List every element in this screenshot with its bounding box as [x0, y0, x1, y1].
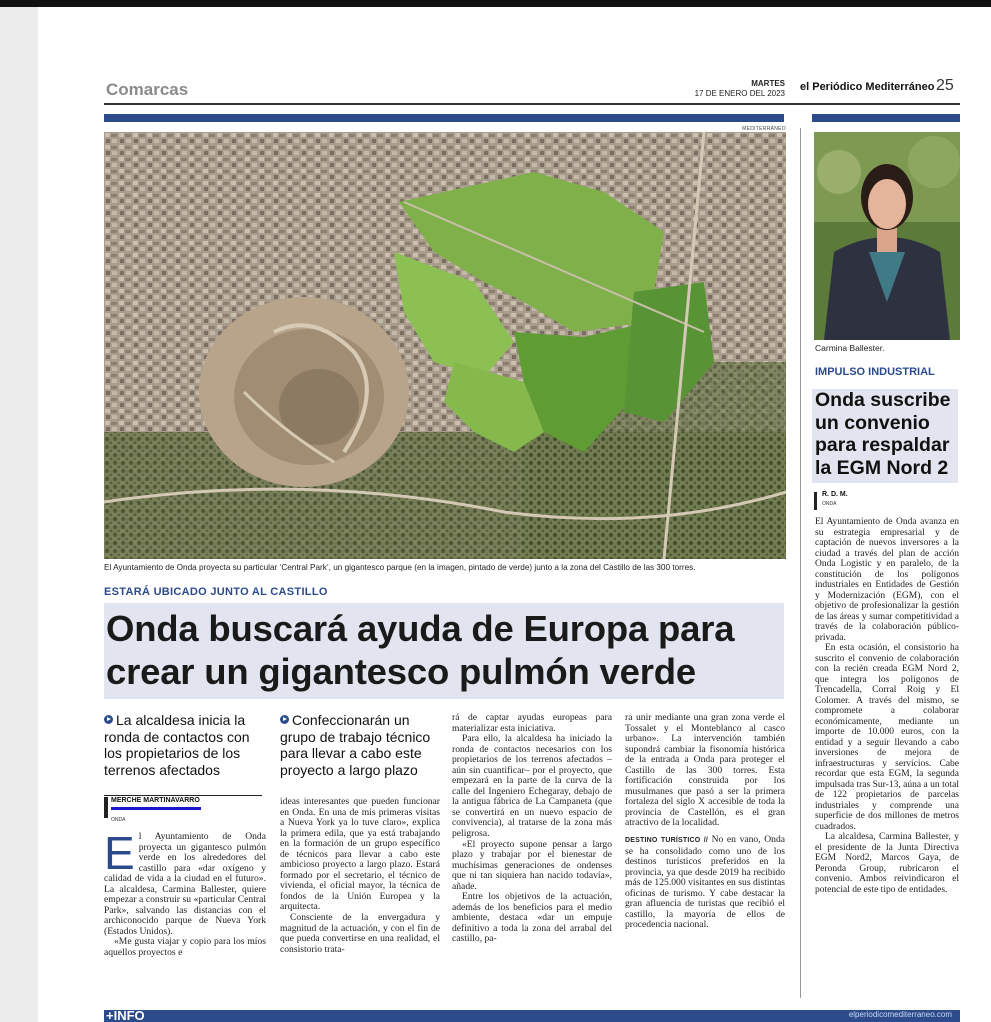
photo-credit: MEDITERRÁNEO — [742, 126, 786, 132]
section-title: Comarcas — [106, 80, 189, 99]
side-kicker: IMPULSO INDUSTRIAL — [815, 366, 935, 378]
body-column-3 — [452, 713, 612, 945]
side-body — [815, 517, 959, 895]
body-column-4 — [625, 713, 785, 931]
col4-paragraph-1: ra unir mediante una gran zona verde el Tossalet y el Monteblanco al casco urbano». La intervención también supondrá cambiar la fisonomía histórica de la entrada a Onda para proteger el Castillo de las 300 torres. Esta fortificación construida por los musulmanes que pasó a ser la primera fortaleza del siglo X accesible de toda la provincia de Castellón, es el gran atractivo de la localidad. — [625, 712, 785, 829]
body-column-1 — [104, 827, 266, 959]
page-number: 25 — [936, 77, 954, 94]
portrait-photo — [814, 132, 960, 340]
col4-paragraph-2-text: No en vano, Onda se ha consolidado como uno de los destinos turísticos preferidos en la provincia, ya que desde 2019 ha recibido más de 125.000 visitantes en sus distintas oficinas de turismo. Y cabe destacar la gran afluencia de turistas que recibió el castillo, la mayoría de ellos de procedencia nacional. — [625, 834, 785, 931]
byline-location: ONDA — [111, 817, 126, 823]
drop-cap: E — [104, 827, 135, 879]
date-block — [660, 79, 785, 99]
newspaper-name: el Periódico Mediterráneo — [800, 81, 935, 93]
byline-underline — [111, 807, 201, 810]
headline-box — [104, 603, 784, 699]
header-rule — [104, 103, 960, 105]
col4-paragraph-2 — [625, 835, 785, 931]
aerial-photo — [104, 132, 786, 559]
col1-paragraph-2: «Me gusta viajar y copio para los míos aquellos proyectos e — [104, 936, 266, 959]
date-day: MARTES — [751, 79, 785, 88]
side-headline-box — [812, 389, 958, 483]
side-headline: Onda suscribe un convenio para respaldar la EGM Nord 2 — [815, 389, 951, 479]
portrait-caption: Carmina Ballester. — [815, 343, 885, 353]
footer-url[interactable]: elperiodicomediterraneo.com — [848, 1010, 952, 1019]
byline-rule — [104, 795, 262, 796]
side-paragraph-1: El Ayuntamiento de Onda avanza en su estrategia empresarial y de captación de nuevos inversores a la ciudad a través del plan de acción Onda Logistic y en paralelo, de la constitución de los polígonos industriales en Entidades de Gestión y Modernización (EGM), con el objetivo de profesionalizar la gestión de las áreas y sumar competitividad a través de la colaboración público-privada. — [815, 517, 959, 643]
side-byline-bar — [814, 492, 817, 510]
article-kicker: ESTARÁ UBICADO JUNTO AL CASTILLO — [104, 586, 328, 598]
main-accent-bar — [104, 114, 784, 122]
subhead-2 — [280, 712, 440, 778]
side-paragraph-3: La alcaldesa, Carmina Ballester, y el presidente de la Junta Directiva EGM Nord2, Marcos Gaya, de Peronda Group, rubricaron el convenio. Ambos reivindicaron el potencial de este tipo de entidades. — [815, 832, 959, 895]
side-accent-bar — [812, 114, 960, 122]
subhead-1 — [104, 712, 264, 778]
col1-paragraph-1: l Ayuntamiento de Onda proyecta un gigantesco pulmón verde en los alrededores del castillo para «dar oxígeno y calidad de vida a la ciudad en el futuro». La alcaldesa, Carmina Ballester, quiere empezar a construir su «particular Central Park», salvando las distancias con el archiconocido parque de Nueva York (Estados Unidos). — [104, 831, 266, 937]
browser-top-bar — [0, 0, 991, 7]
date-full: 17 DE ENERO DEL 2023 — [694, 89, 785, 98]
subhead-1-text: La alcaldesa inicia la ronda de contactos con los propietarios de los terrenos afectados — [104, 712, 250, 778]
side-byline-location: ONDA — [822, 501, 837, 507]
section-heading: DESTINO TURÍSTICO // — [625, 837, 709, 845]
byline-bar — [104, 797, 108, 818]
byline-name: MERCHE MARTINAVARRO — [111, 797, 200, 804]
col2-paragraph-1: ideas interesantes que pueden funcionar en Onda. En una de mis primeras visitas a Nueva York ya lo tuve claro», explica la primera edila, que ya está trabajando en la formación de un grupo específico de técnicos para llevar a cabo este ambicioso proyecto a largo plazo. Estará formado por el secretario, el técnico de vivienda, el oficial mayor, la técnica de fondos de la Unión Europea y la arquitecta. — [280, 796, 440, 913]
headline — [106, 607, 734, 693]
column-divider — [800, 128, 801, 998]
side-paragraph-2: En esta ocasión, el consistorio ha suscrito el convenio de colaboración con la recién creada EGM Nord 2, que integra los polígonos de Trencadella, Corral Roig y El Colomer. A través del mismo, se compromete a colaborar económicamente, mediante un importe de 10.000 euros, con la entidad y a seguir llevando a cabo inversiones de mejora de infraestructuras y servicios. Cabe recordar que esta EGM, la segunda impulsada tras Sur-13, aúna a un total de 122 propietarios de parcelas industriales y comprende una superficie de dos millones de metros cuadrados. — [815, 643, 959, 832]
headline-line-1: Onda buscará ayuda de Europa para — [106, 608, 735, 649]
col3-paragraph-2: Para ello, la alcaldesa ha iniciado la ronda de contactos necesarios con los propietarios de los terrenos afectados –aún sin cuantificar– por el proyecto, que empezará en la parte de la curva de la calle del Ingeniero Echegaray, debajo de la antigua fábrica de La Campaneta (que se convertirá en un nuevo espacio de convivencia), al tratarse de la zona más peligrosa. — [452, 733, 612, 840]
side-byline-name: R. D. M. — [822, 491, 848, 498]
col2-paragraph-2: Consciente de la envergadura y magnitud de la actuación, y con el fin de que pueda convertirse en una realidad, el consistorio trata- — [280, 912, 440, 955]
subhead-2-text: Confeccionarán un grupo de trabajo técnico para llevar a cabo este proyecto a largo plazo — [280, 712, 431, 778]
footer-label: +INFO — [106, 1010, 145, 1022]
col3-paragraph-4: Entre los objetivos de la actuación, además de los beneficios para el medio ambiente, destaca «dar un empuje definitivo a toda la zona del arrabal del castillo, pa- — [452, 891, 612, 945]
play-bullet-icon — [104, 715, 113, 724]
footer-bar — [104, 1010, 960, 1022]
left-margin — [0, 7, 38, 1022]
col3-paragraph-1: rá de captar ayudas europeas para materializar esta iniciativa. — [452, 712, 612, 734]
headline-line-2: crear un gigantesco pulmón verde — [106, 651, 696, 692]
play-bullet-icon — [280, 715, 289, 724]
photo-caption: El Ayuntamiento de Onda proyecta su particular ‘Central Park’, un gigantesco parque (en la imagen, pintado de verde) junto a la zona del Castillo de las 300 torres. — [104, 563, 696, 572]
body-column-2 — [280, 797, 440, 955]
col3-paragraph-3: «El proyecto supone pensar a largo plazo y trabajar por el bienestar de muchísimas generaciones de ondenses que ni tan siquiera han nacido todavía», añade. — [452, 838, 612, 892]
